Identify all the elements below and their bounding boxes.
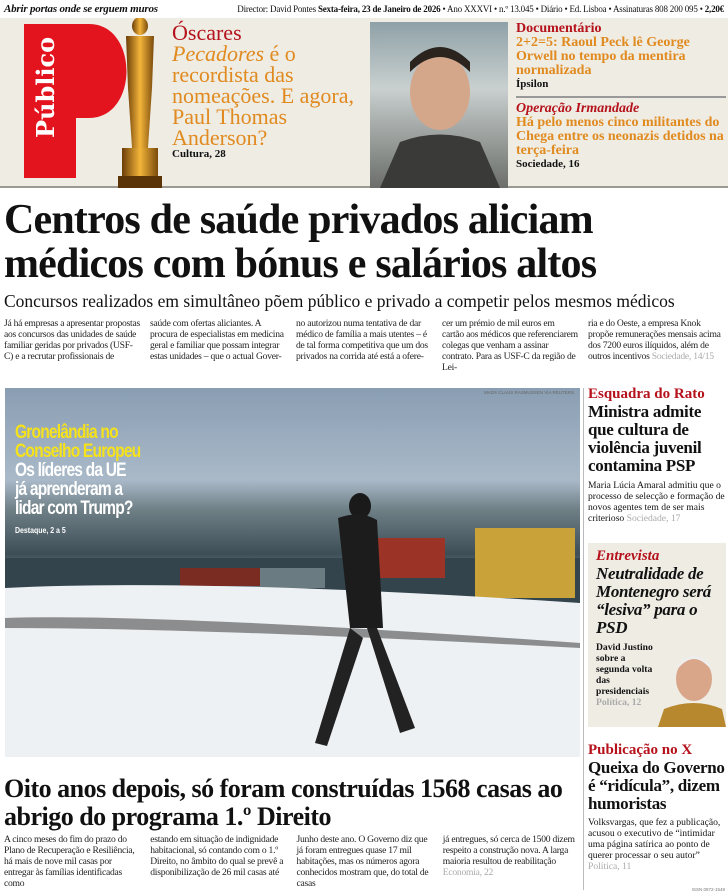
story-esquadra[interactable] (588, 386, 726, 524)
lead-col: Já há empresas a apresentar propostas aos concursos das unidades de saúde familiar geridas por privados (USF-C) e a recrutar profissionais de (4, 318, 140, 362)
tagline: Abrir portas onde se erguem muros (4, 3, 158, 15)
oscars-kicker: Óscares (172, 20, 242, 45)
greenland-title: Os líderes da UE já aprenderam a lidar com Trump? (15, 460, 133, 519)
interview-box[interactable] (588, 543, 726, 727)
oscars-teaser[interactable] (172, 22, 368, 161)
greenland-photo[interactable] (5, 388, 580, 757)
housing-col: já entregues, só cerca de 1500 dizem respeito a construção nova. A larga maioria resultou de reabilitação (442, 834, 575, 867)
date: Sexta-feira, 23 de Janeiro de 2026 (317, 4, 441, 14)
oscar-statue-image (108, 18, 172, 188)
story-kicker: Publicação no X (588, 742, 693, 758)
top-bar (4, 1, 724, 17)
lead-body (4, 318, 724, 373)
orwell-photo (370, 22, 508, 188)
story-body: Volksvargas, que fez a publicação, acusou o executivo de “intimidar uma página satírica ao ponto de querer processar o seu autor” (588, 817, 721, 861)
housing-col: Junho deste ano. O Governo diz que já foram entregues quase 17 mil habitações, mas os números agora conhecidos mostram que, do total de casas (296, 834, 429, 889)
housing-ref: Economia, 22 (442, 867, 494, 878)
housing-col: A cinco meses do fim do prazo do Plano de Recuperação e Resiliência, há mais de nove mil casas por entregar às famílias identificadas como (4, 834, 135, 889)
teaser-section: Ípsilon (516, 78, 549, 90)
teaser-title: 2+2=5: Raoul Peck lê George Orwell no tempo da mentira normalizada (516, 35, 690, 78)
teaser-title: Há pelo menos cinco militantes do Chega entre os neonazis detidos na terça-feira (516, 114, 724, 158)
story-body: Maria Lúcia Amaral admitiu que o processo de selecção e formação de novos agentes tem de ser mais criterioso (588, 480, 725, 524)
story-title: Neutralidade de Montenegro será “lesiva” para o PSD (596, 564, 711, 637)
greenland-teaser[interactable] (15, 423, 171, 540)
right-teasers (516, 22, 726, 171)
story-kicker: Esquadra do Rato (588, 386, 705, 402)
director: Director: David Pontes (237, 4, 316, 14)
teaser-documentario[interactable] (516, 22, 726, 91)
david-justino-photo (658, 647, 726, 727)
story-title: Queixa do Governo é “ridícula”, dizem humoristas (588, 758, 725, 813)
story-body: David Justino sobre a segunda volta das presidenciais (596, 642, 653, 697)
story-ref: Sociedade, 17 (626, 513, 681, 524)
story-ref: Política, 11 (588, 861, 632, 872)
teaser-operacao[interactable] (516, 102, 726, 171)
lead-ref: Sociedade, 14/15 (651, 351, 714, 362)
story-publicacao[interactable] (588, 742, 726, 872)
oscars-title: é o recordista das nomeações. E agora, Paul Thomas Anderson? (172, 41, 355, 150)
lead-headline[interactable]: Centros de saúde privados aliciam médicos com bónus e salários altos (4, 197, 597, 287)
lead-col: ria e do Oeste, a empresa Knok propõe remunerações mensais acima dos 7200 euros ilíquidos, além de outros incentivos (588, 318, 721, 362)
oscars-section: Cultura, 28 (172, 148, 226, 160)
lead-col: cer um prémio de mil euros em cartão aos médicos que referenciarem colegas que venham a assinar contrato. Para as USF-C da região de Lei- (442, 318, 578, 373)
housing-col: estando em situação de indignidade habitacional, só contando com o 1.º Direito, no âmbito do qual se prevê a disponibilização de 26 mil casas até (150, 834, 284, 878)
edition-info (237, 4, 724, 14)
divider (516, 96, 726, 98)
housing-headline[interactable]: Oito anos depois, só foram construídas 1568 casas ao abrigo do programa 1.º Direito (4, 774, 563, 831)
lead-col: saúde com ofertas aliciantes. A procura de especialistas em medicina geral e familiar que possam integrar estas unidades – que o actual Gover- (150, 318, 284, 362)
teaser-kicker: Operação Irmandade (516, 100, 640, 116)
teaser-kicker: Documentário (516, 21, 602, 36)
story-ref: Política, 12 (596, 697, 642, 708)
teaser-section: Sociedade, 16 (516, 157, 580, 170)
greenland-section: Destaque, 2 a 5 (15, 525, 66, 535)
housing-body (4, 834, 579, 889)
story-kicker: Entrevista (596, 548, 660, 564)
story-title: Ministra admite que cultura de violência juvenil contamina PSP (588, 402, 702, 475)
issue-info: • Ano XXXVI • n.º 13.045 • Diário • Ed. Lisboa • Assinaturas 808 200 095 • (442, 4, 703, 14)
price: 2,20€ (704, 4, 724, 14)
photo-credit: MADS CLAUS RASMUSSEN VIA REUTERS (483, 390, 574, 395)
issn: ISSN 0872-1548 (691, 887, 725, 892)
svg-text:Público: Público (31, 36, 60, 138)
column-rule (583, 388, 584, 890)
greenland-kicker: Gronelândia no Conselho Europeu (15, 422, 141, 462)
oscars-title-italic: Pecadores (172, 41, 265, 66)
lead-subhead: Concursos realizados em simultâneo põem público e privado a competir pelos mesmos médicos (4, 291, 675, 311)
lead-col: no autorizou numa tentativa de dar médico de família a mais utentes – é de tal forma competitiva que um dos privados na corrida até está a ofere- (296, 318, 428, 362)
